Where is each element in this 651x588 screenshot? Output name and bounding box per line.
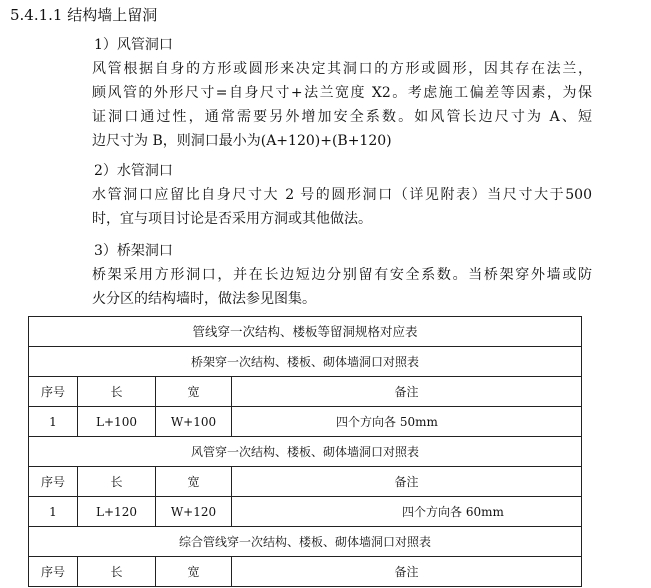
header-length: 长 [78,377,156,407]
header-no: 序号 [29,557,78,587]
opening-spec-table [28,316,582,587]
pipe-opening-paragraph [92,183,592,231]
header-no: 序号 [29,377,78,407]
cell-length: L+120 [78,497,156,527]
table-title-row [29,317,582,347]
cell-note: 四个方向各 50mm [232,407,582,437]
header-length: 长 [78,467,156,497]
table-header-row [29,467,582,497]
table-header-row [29,377,582,407]
cell-width: W+120 [156,497,232,527]
cell-length: L+100 [78,407,156,437]
header-note: 备注 [232,377,582,407]
cell-no: 1 [29,497,78,527]
header-width: 宽 [156,467,232,497]
paragraph-line: 水管洞口应留比自身尺寸大 2 号的圆形洞口（详见附表）当尺寸大于500 [92,187,592,203]
header-length: 长 [78,557,156,587]
header-note: 备注 [232,467,582,497]
duct-opening-heading: 1）风管洞口 [94,37,173,53]
tray-table-caption: 桥架穿一次结构、楼板、砌体墙洞口对照表 [29,347,582,377]
combined-table-caption: 综合管线穿一次结构、楼板、砌体墙洞口对照表 [29,527,582,557]
paragraph-line: 证洞口通过性，通常需要另外增加安全系数。如风管长边尺寸为 A、短 [92,109,592,125]
duct-table-caption: 风管穿一次结构、楼板、砌体墙洞口对照表 [29,437,582,467]
paragraph-line: 风管根据自身的方形或圆形来决定其洞口的方形或圆形，因其存在法兰， [92,61,592,77]
tray-opening-paragraph [92,263,592,311]
paragraph-line: 边尺寸为 B，则洞口最小为(A+120)+(B+120) [92,133,392,149]
paragraph-line: 顾风管的外形尺寸=自身尺寸+法兰宽度 X2。考虑施工偏差等因素，为保 [92,85,592,101]
paragraph-line: 火分区的结构墙时，做法参见图集。 [92,291,316,307]
pipe-opening-heading: 2）水管洞口 [94,163,173,179]
tray-opening-heading: 3）桥架洞口 [94,243,173,259]
table-title: 管线穿一次结构、楼板等留洞规格对应表 [29,317,582,347]
header-width: 宽 [156,377,232,407]
cell-width: W+100 [156,407,232,437]
duct-opening-paragraph [92,57,592,153]
table-group-caption-row [29,437,582,467]
cell-note: 四个方向各 60mm [232,497,582,527]
paragraph-line: 桥架采用方形洞口，并在长边短边分别留有安全系数。当桥架穿外墙或防 [92,267,592,283]
header-width: 宽 [156,557,232,587]
paragraph-line: 时，宜与项目讨论是否采用方洞或其他做法。 [92,211,372,227]
cell-no: 1 [29,407,78,437]
table-row [29,407,582,437]
table-row [29,497,582,527]
table-header-row [29,557,582,587]
header-no: 序号 [29,467,78,497]
section-heading: 5.4.1.1 结构墙上留洞 [10,6,158,24]
table-group-caption-row [29,347,582,377]
table-group-caption-row [29,527,582,557]
header-note: 备注 [232,557,582,587]
